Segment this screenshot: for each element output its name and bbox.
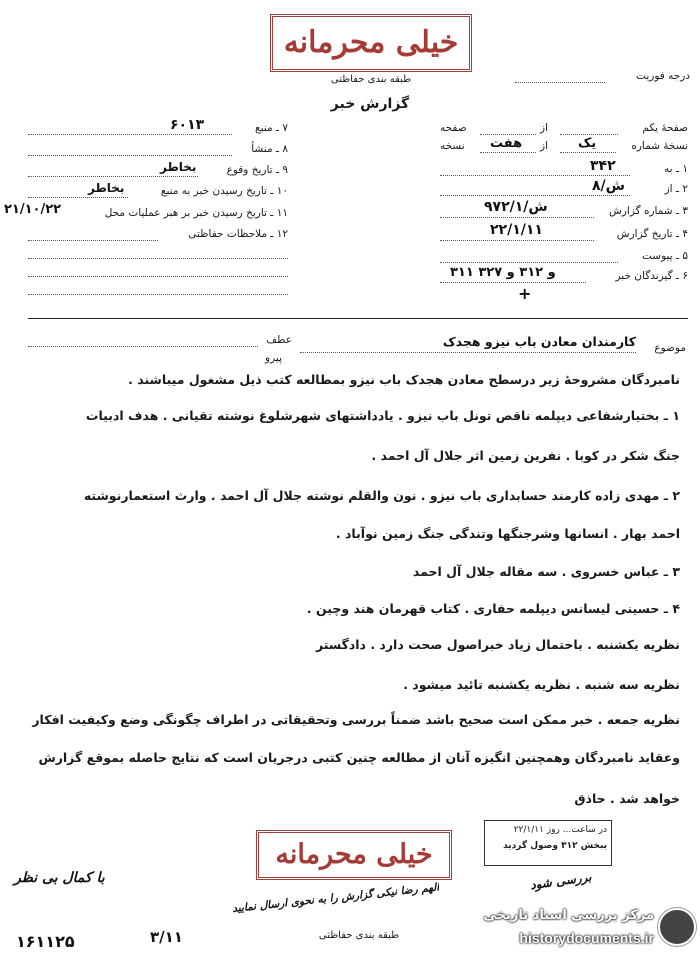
event-date-label: ۹ ـ تاریخ وقوع: [226, 164, 288, 176]
ref-label: عطف: [266, 334, 292, 346]
copy-value: یک: [578, 136, 597, 151]
attachment-line: [440, 262, 618, 263]
report-no-value: ۹۷۲/۱/ش: [484, 199, 548, 215]
classification-label: طبقه بندی حفاظتی: [330, 74, 412, 85]
signature-note: بررسی شود: [529, 869, 593, 893]
copy-of: از: [540, 140, 548, 152]
top-stamp-text: خیلی محرمانه: [283, 25, 459, 60]
report-date-label: ۴ ـ تاریخ گزارش: [616, 228, 688, 240]
source-value: ۶۰۱۳: [170, 117, 205, 133]
event-date-value: بخاطر: [160, 160, 197, 174]
to-value: ۳۴۲: [590, 158, 616, 174]
report-no-line: [440, 217, 594, 218]
security-notes-line2: [28, 258, 288, 259]
registration-line-2: ببخش ۳۱۲ وصول گردید: [503, 841, 607, 851]
source-label: ۷ ـ منبع: [255, 122, 288, 134]
recipients-label: ۶ ـ گیرندگان خبر: [615, 270, 688, 282]
body-line-1: نامبردگان مشروحهٔ زیر درسطح معادن هجدک باب نیزو بمطالعه کتب ذیل مشغول میباشند .: [128, 372, 680, 387]
copy-label: نسخهٔ شماره: [631, 140, 688, 152]
registration-box: [484, 820, 612, 866]
attachment-label: ۵ ـ پیوست: [641, 250, 688, 262]
report-date-line: [440, 240, 594, 241]
origin-label: ۸ ـ منشأ: [251, 143, 288, 155]
watermark: [452, 900, 698, 962]
from-label: ۲ ـ از: [664, 183, 688, 195]
urgency-line: [515, 82, 605, 83]
body-line-3: جنگ شکر در کوبا . نفرین زمین اثر جلال آل احمد .: [371, 448, 680, 463]
copy-no-line: [560, 152, 616, 153]
body-line-10: نظریه جمعه . خبر ممکن است صحیح باشد ضمناً بررسی وتحقیقاتی در اطراف چگونگی وضع وکیفیت افکار: [32, 712, 680, 727]
origin-line: [28, 155, 232, 156]
security-notes-line1: [28, 240, 158, 241]
ref-line: [28, 346, 258, 347]
received-ops-label: ۱۱ ـ تاریخ رسیدن خبر بر هبر عملیات محل: [104, 207, 288, 219]
received-ops-value: ۲۱/۱۰/۲۲: [4, 202, 62, 217]
recipients-line: [440, 282, 586, 283]
security-notes-line3: [28, 276, 288, 277]
header-divider: [28, 318, 688, 319]
bottom-stamp-text: خیلی محرمانه: [275, 839, 433, 870]
handwritten-note-left: با کمال بی نظر: [14, 870, 105, 886]
subject-label: موضوع: [654, 342, 686, 354]
body-line-11: وعقاید نامبردگان وهمچنین انگیزه آنان از مطالعه چنین کتبی درجریان است که نتایج حاصله بموقع گزارش: [38, 750, 680, 765]
received-source-value: بخاطر: [88, 181, 125, 195]
body-line-7: ۴ ـ حسینی لیسانس دیپلمه حفاری . کتاب قهرمان هند وچین .: [306, 601, 680, 616]
page-of: از: [540, 122, 548, 134]
from-line: [440, 195, 630, 196]
recipients-value: ۳۱۱ و ۳۱۲ و ۳۲۷: [450, 265, 556, 280]
report-date-value: ۲۲/۱/۱۱: [490, 222, 543, 238]
follow-label: پیرو: [265, 352, 282, 364]
report-no-label: ۳ ـ شماره گزارش: [609, 205, 688, 217]
top-classification-stamp: [270, 14, 472, 72]
footer-classification-label: طبقه بندی حفاظتی: [318, 930, 400, 941]
received-source-line: [28, 197, 128, 198]
bottom-classification-stamp: [256, 830, 452, 880]
body-line-6: ۳ ـ عباس خسروی . سه مقاله جلال آل احمد: [412, 564, 680, 579]
subject-line: [300, 352, 636, 353]
handwritten-instruction: الهم رضا نیکی گزارش را به نحوی ارسال نمایید: [231, 881, 440, 915]
watermark-url: historydocuments.ir: [519, 930, 654, 946]
security-notes-line4: [28, 294, 288, 295]
event-date-line: [28, 176, 198, 177]
page-no-line: [560, 134, 618, 135]
body-line-4: ۲ ـ مهدی زاده کارمند حسابداری باب نیزو . نون والقلم نوشته جلال آل احمد . وارث استعمارنوشته: [83, 488, 680, 503]
handwritten-number-left: ۱۶۱۱۲۵: [16, 932, 75, 951]
registration-line-1: در ساعت... روز ۲۲/۱/۱۱: [513, 825, 607, 835]
urgency-label: درجه فوریت: [636, 70, 690, 82]
watermark-logo-icon: [658, 908, 696, 946]
body-line-9: نظریه سه شنبه . نظریه یکشنبه تائید میشود .: [403, 677, 680, 692]
source-line: [28, 134, 232, 135]
copy-total: هفت: [490, 136, 523, 151]
report-title: گزارش خبر: [330, 96, 410, 112]
handwritten-date: ۳/۱۱: [150, 928, 183, 946]
body-line-2: ۱ ـ بختیارشفاعی دیپلمه ناقص تونل باب نیزو . یادداشتهای شهرشلوغ نوشته تقیانی . هدف ادبیات: [85, 408, 680, 423]
page-total-line: [480, 134, 536, 135]
body-line-12: خواهد شد . حاذق: [574, 791, 680, 806]
security-notes-label: ۱۲ ـ ملاحظات حفاظتی: [188, 228, 288, 240]
received-source-label: ۱۰ ـ تاریخ رسیدن خبر به منبع: [160, 185, 288, 197]
plus-mark: +: [518, 284, 532, 303]
to-line: [440, 175, 630, 176]
copy-suffix: نسخه: [440, 140, 465, 152]
watermark-title: مرکز بررسی اسناد تاریخی: [483, 908, 654, 923]
page-suffix: صفحه: [440, 122, 467, 134]
from-value: ۸/ش: [592, 178, 625, 194]
body-line-8: نظریه یکشنبه . باحتمال زیاد خبراصول صحت دارد . دادگستر: [315, 637, 680, 652]
page-label: صفحهٔ یکم: [642, 122, 688, 134]
subject-value: کارمندان معادن باب نیزو هجدک: [442, 334, 636, 349]
to-label: ۱ ـ به: [664, 163, 688, 175]
body-line-5: احمد بهار . انسانها وشرجنگها وتندگی جنگ زمین نوآباد .: [335, 526, 680, 541]
copy-total-line: [480, 152, 536, 153]
